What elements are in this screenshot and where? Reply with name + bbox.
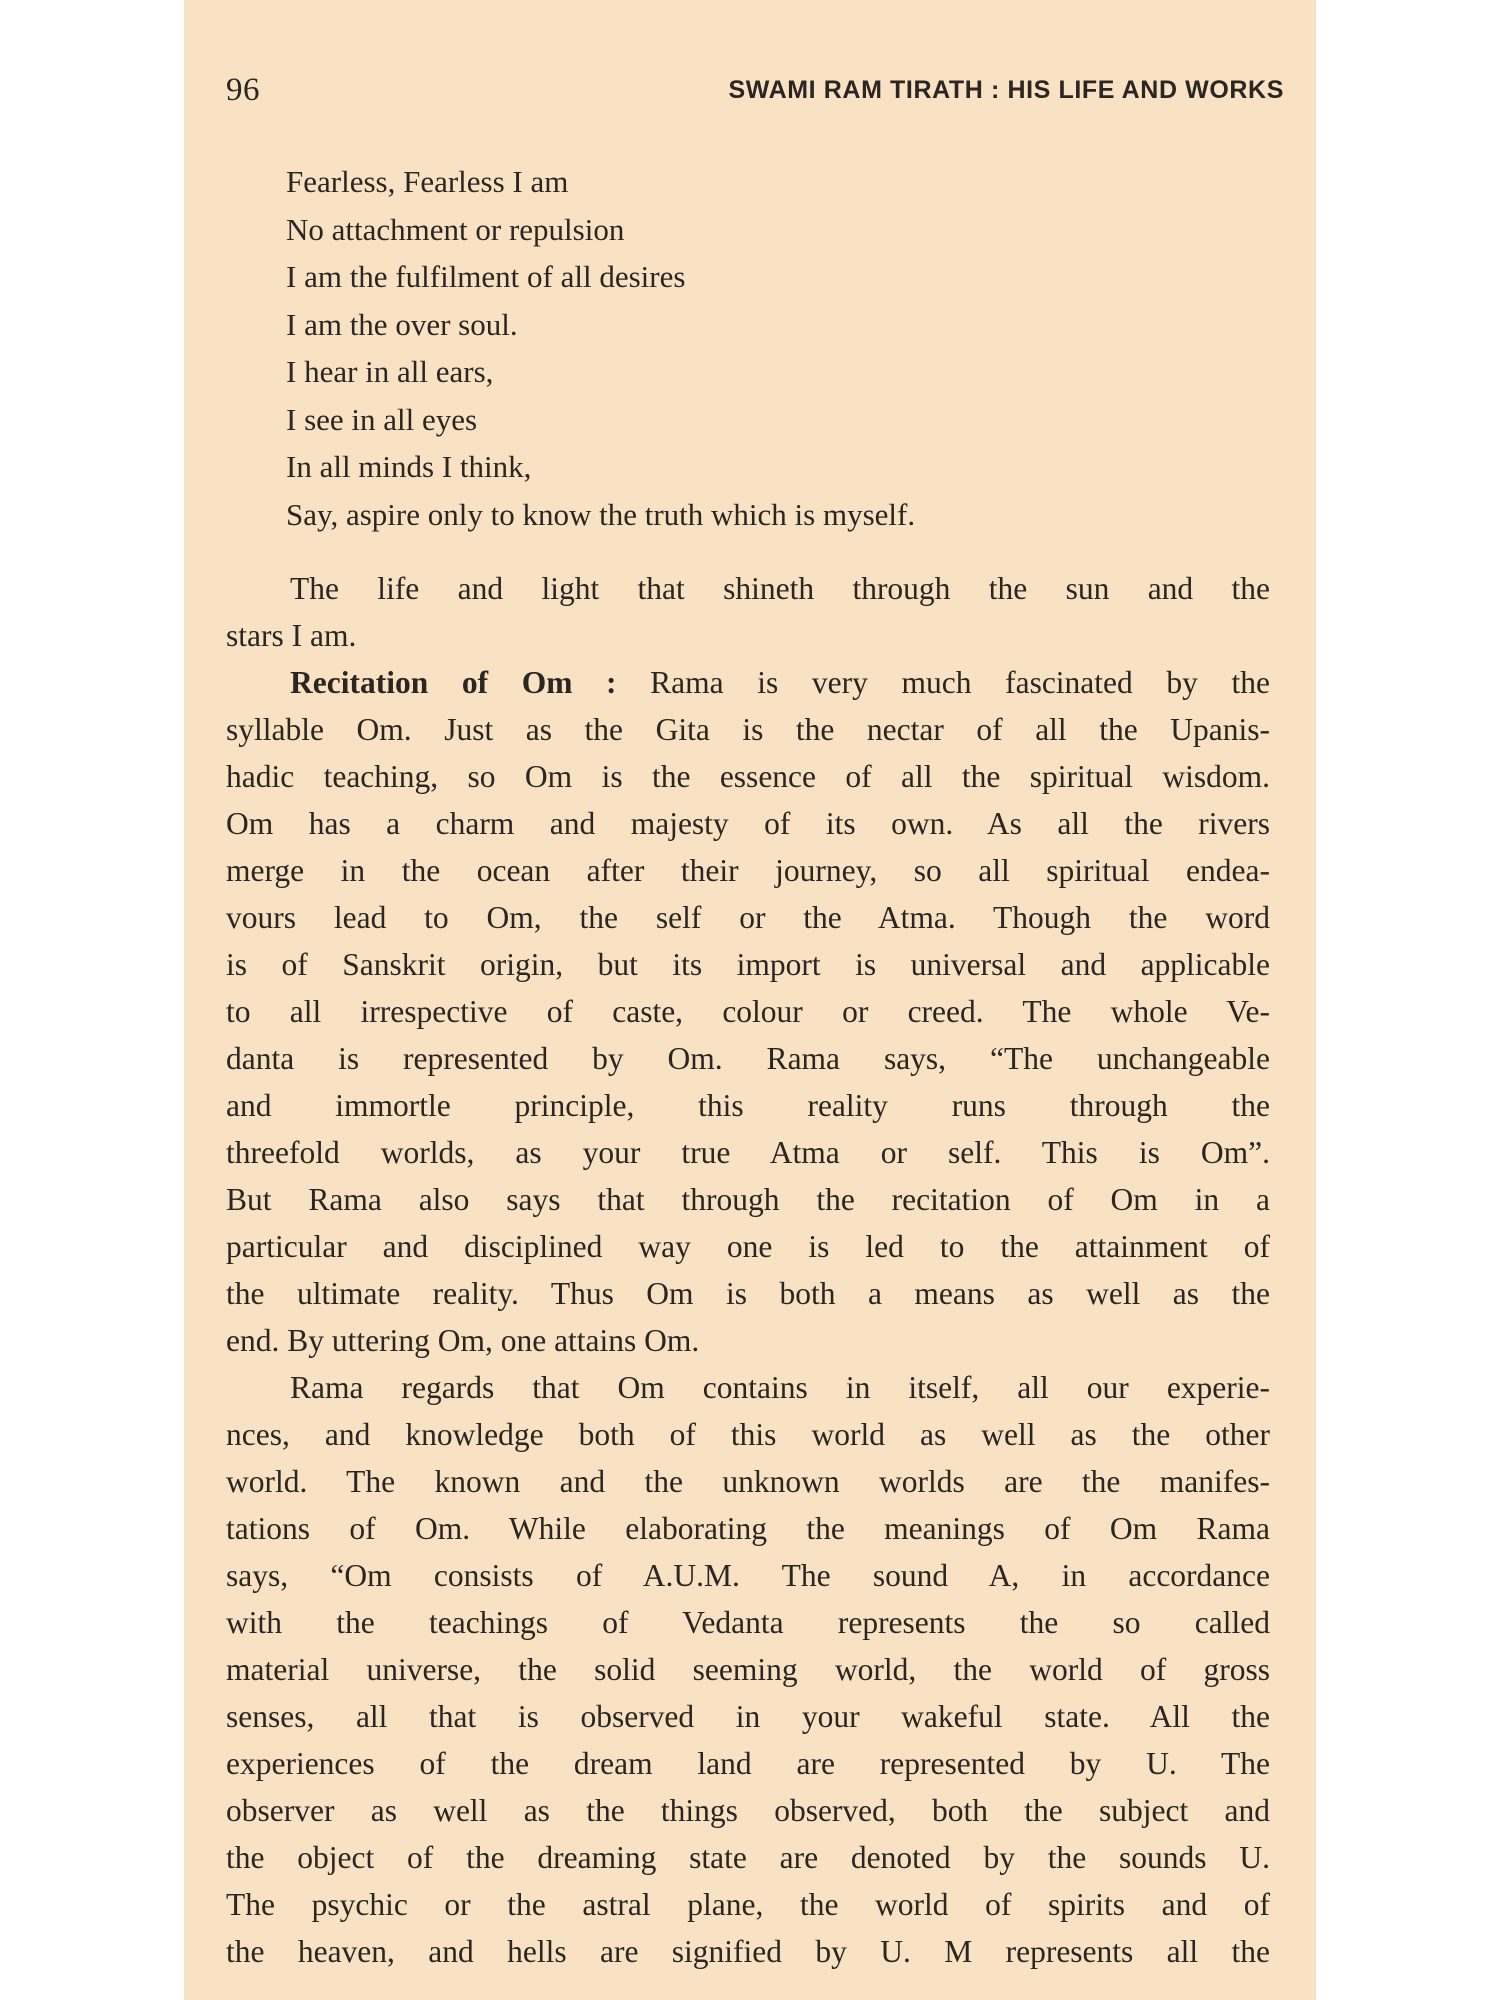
paragraph-line: nces, and knowledge both of this world as well as the other	[226, 1417, 1270, 1452]
verse-line: Say, aspire only to know the truth which is myself.	[286, 496, 916, 532]
paragraph-line: tations of Om. While elaborating the meanings of Om Rama	[226, 1511, 1270, 1546]
verse-line: I am the over soul.	[286, 306, 518, 342]
paragraph-line: with the teachings of Vedanta represents the so called	[226, 1605, 1270, 1640]
running-title: SWAMI RAM TIRATH : HIS LIFE AND WORKS	[728, 76, 1284, 104]
verse-line: No attachment or repulsion	[286, 211, 625, 247]
verse-line: I am the fulfilment of all desires	[286, 259, 686, 294]
paragraph-line: to all irrespective of caste, colour or creed. The whole Ve-	[226, 994, 1270, 1029]
paragraph-line: The psychic or the astral plane, the world of spirits and of	[226, 1887, 1270, 1922]
paragraph-line: The life and light that shineth through the sun and the	[290, 571, 1270, 606]
paragraph-line: danta is represented by Om. Rama says, “The unchangeable	[226, 1041, 1270, 1076]
paragraph-line: end. By uttering Om, one attains Om.	[226, 1323, 700, 1358]
verse-line: In all minds I think,	[286, 449, 532, 484]
verse-line: I hear in all ears,	[286, 354, 494, 389]
paragraph-line: vours lead to Om, the self or the Atma. Though the word	[226, 900, 1270, 935]
paragraph-line: material universe, the solid seeming world, the world of gross	[226, 1652, 1270, 1687]
paragraph-line: world. The known and the unknown worlds are the manifes-	[226, 1464, 1270, 1499]
paragraph-line: Om has a charm and majesty of its own. As all the rivers	[226, 806, 1270, 841]
paragraph-line: merge in the ocean after their journey, so all spiritual endea-	[226, 853, 1270, 888]
paragraph-line: and immortle principle, this reality runs through the	[226, 1088, 1270, 1123]
paragraph-text: Rama is very much fascinated by the	[650, 665, 1270, 700]
recitation-heading-line	[226, 659, 1270, 706]
paragraph-line: the ultimate reality. Thus Om is both a means as well as the	[226, 1276, 1270, 1311]
section-heading: Recitation of Om :	[290, 665, 617, 700]
book-page	[184, 0, 1316, 2000]
paragraph-line: the heaven, and hells are signified by U. M represents all the	[226, 1934, 1270, 1969]
verse-line: Fearless, Fearless I am	[286, 164, 569, 199]
paragraph-line: hadic teaching, so Om is the essence of all the spiritual wisdom.	[226, 759, 1270, 794]
paragraph-line: the object of the dreaming state are denoted by the sounds U.	[226, 1840, 1270, 1875]
paragraph-line: stars I am.	[226, 618, 357, 653]
paragraph-line: But Rama also says that through the recitation of Om in a	[226, 1182, 1270, 1217]
paragraph-line: threefold worlds, as your true Atma or self. This is Om”.	[226, 1135, 1270, 1170]
paragraph-line: observer as well as the things observed, both the subject and	[226, 1793, 1270, 1828]
paragraph-line: syllable Om. Just as the Gita is the nectar of all the Upanis-	[226, 712, 1270, 747]
verse-line: I see in all eyes	[286, 401, 478, 437]
body-text	[226, 565, 1270, 1975]
paragraph-line: particular and disciplined way one is led to the attainment of	[226, 1229, 1270, 1264]
page-header	[226, 70, 1284, 110]
paragraph-line: Rama regards that Om contains in itself, all our experie-	[290, 1370, 1270, 1405]
page-number: 96	[226, 72, 260, 108]
paragraph-line: experiences of the dream land are represented by U. The	[226, 1746, 1270, 1781]
paragraph-line: says, “Om consists of A.U.M. The sound A, in accordance	[226, 1558, 1270, 1593]
verse-block	[286, 158, 1246, 538]
paragraph-line: is of Sanskrit origin, but its import is universal and applicable	[226, 947, 1270, 982]
paragraph-line: senses, all that is observed in your wakeful state. All the	[226, 1699, 1270, 1734]
